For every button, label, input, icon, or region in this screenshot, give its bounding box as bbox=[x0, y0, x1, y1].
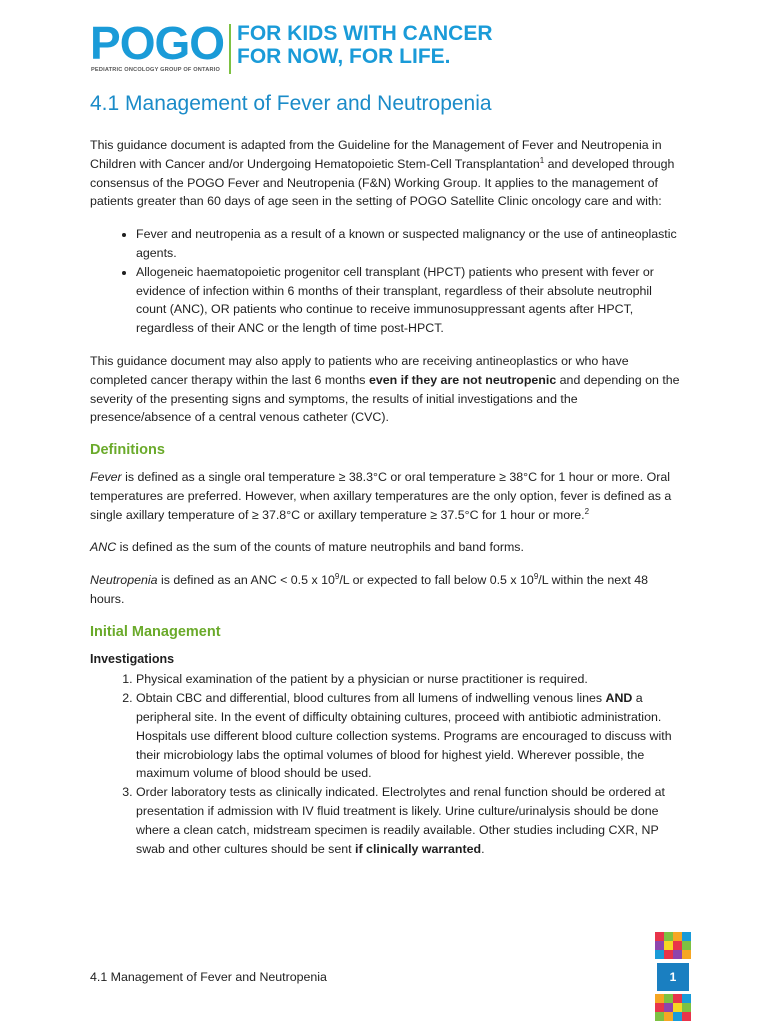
list-item: 2. Obtain CBC and differential, blood cultures from all lumens of indwelling venous lines AND a peripheral site. In the event of difficulty obtaining cultures, proceed with antibiotic administration. Hospitals use different blood culture collection systems. Programs are encouraged to discuss with their microbiology labs the optimal volumes of blood for highest yield. Wherever possible, the maximum volume of blood should be used. bbox=[136, 689, 682, 783]
list-item: 3. Order laboratory tests as clinically indicated. Electrolytes and renal function should be ordered at presentation if admission with IV fluid treatment is likely. Urine culture/urinalysis should be done where a clean catch, midstream specimen is readily available. Other studies including CXR, NP swab and other cultures should be sent if clinically warranted. bbox=[136, 783, 682, 858]
page-title: 4.1 Management of Fever and Neutropenia bbox=[90, 92, 492, 115]
tagline-line-1: FOR KIDS WITH CANCER bbox=[237, 22, 493, 45]
investigations-list bbox=[90, 670, 682, 858]
initial-management-heading: Initial Management bbox=[90, 623, 221, 640]
footnote-ref: 2 bbox=[584, 506, 590, 516]
intro-paragraph: This guidance document is adapted from the Guideline for the Management of Fever and Neutropenia in Children with Cancer and/or Undergoing Hematopoietic Stem-Cell Transplantation$^1$ and developed through consensus of the POGO Fever and Neutropenia (F&N) Working Group. It applies to the management of patients greater than 60 days of age seen in the setting of POGO Satellite Clinic oncology care and with: bbox=[90, 138, 675, 209]
scope-list bbox=[90, 225, 682, 338]
neutropenia-definition: Neutropenia is defined as an ANC < 0.5 x $10^9/L$ or expected to fall below 0.5 x $10^9/L$ within the next 48 hours. bbox=[90, 572, 649, 606]
anc-definition: ANC is defined as the sum of the counts of mature neutrophils and band forms. bbox=[90, 540, 524, 555]
pogo-logo bbox=[90, 18, 230, 78]
logo-subtitle: PEDIATRIC ONCOLOGY GROUP OF ONTARIO bbox=[91, 67, 221, 73]
list-item: • Allogeneic haematopoietic progenitor cell transplant (HPCT) patients who present with fever or evidence of infection within 6 months of their transplant, regardless of their absolute neutrophil count (ANC), OR patients who continue to receive immunosuppressant agents after HPCT, regardless of their ANC or the length of time post-HPCT. bbox=[136, 263, 682, 338]
logo-wordmark: POGO bbox=[90, 17, 225, 69]
footnote-ref: 1 bbox=[539, 155, 545, 165]
tagline-line-2: FOR NOW, FOR LIFE. bbox=[237, 45, 451, 68]
tagline bbox=[237, 22, 493, 68]
scope-paragraph: This guidance document may also apply to patients who are receiving antineoplastics or who have completed cancer therapy within the last 6 months even if they are not neutropenic and depending on the severity of the presenting signs and symptoms, the results of initial investigations and the presence/absence of a central venous catheter (CVC). bbox=[90, 353, 680, 425]
footer-title: 4.1 Management of Fever and Neutropenia bbox=[90, 970, 327, 984]
logo-divider bbox=[229, 24, 231, 74]
list-item: 1. Physical examination of the patient by a physician or nurse practitioner is required. bbox=[136, 670, 682, 689]
document-body bbox=[90, 136, 682, 858]
fever-definition: Fever is defined as a single oral temperature ≥ 38.3°C or oral temperature ≥ 38°C for 1 hour or more. Oral temperatures are preferred. However, when axillary temperatures are the only option, fever is defined as a single axillary temperature of ≥ 37.8°C or axillary temperature ≥ 37.5°C for 1 hour or more.$^2$ bbox=[90, 469, 672, 522]
list-item: • Fever and neutropenia as a result of a known or suspected malignancy or the use of antineoplastic agents. bbox=[136, 225, 682, 263]
definitions-heading: Definitions bbox=[90, 442, 165, 459]
page-number: 1 bbox=[657, 963, 689, 991]
investigations-subheading: Investigations bbox=[90, 651, 175, 666]
